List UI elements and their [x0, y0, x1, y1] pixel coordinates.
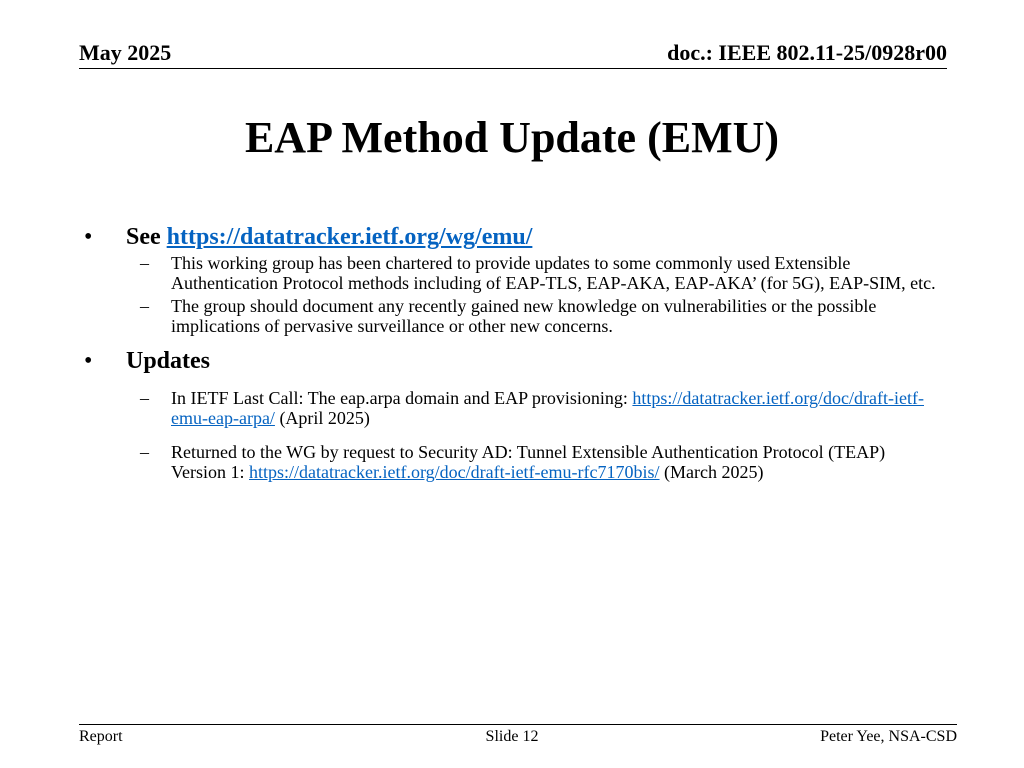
bullet-see	[84, 222, 944, 252]
bullet-updates	[84, 346, 944, 376]
sub-item-text: This working group has been chartered to provide updates to some commonly used Extensible Authentication Protocol methods including of EAP-TLS, EAP-AKA, EAP-AKA’ (for 5G), EAP-SIM, etc.	[171, 253, 936, 293]
header-doc-id: doc.: IEEE 802.11-25/0928r00	[667, 40, 947, 65]
dash-icon: –	[140, 388, 149, 408]
footer-author: Peter Yee, NSA-CSD	[820, 728, 957, 745]
bullet-icon: •	[84, 348, 93, 374]
slide-title: EAP Method Update (EMU)	[244, 113, 780, 162]
list-item	[84, 389, 944, 428]
bullet-icon: •	[84, 224, 93, 250]
list-item	[84, 254, 944, 293]
bullet-label-updates: Updates	[126, 348, 211, 374]
footer-slide-number: Slide 12	[485, 728, 539, 745]
sub-item-text: The group should document any recently gained new knowledge on vulnerabilities or the possible implications of pervasive surveillance or other new concerns.	[171, 296, 877, 336]
emu-wg-link[interactable]: https://datatracker.ietf.org/wg/emu/	[166, 224, 533, 250]
header-divider	[79, 68, 947, 69]
eap-arpa-draft-link[interactable]: https://datatracker.ietf.org/doc/draft-ietf-emu-eap-arpa/	[171, 388, 924, 428]
dash-icon: –	[140, 442, 149, 462]
dash-icon: –	[140, 253, 149, 273]
bullet-label-see: See	[126, 224, 161, 250]
header-date: May 2025	[79, 40, 172, 65]
sub-item-text: In IETF Last Call: The eap.arpa domain and EAP provisioning:	[171, 388, 628, 408]
sub-item-date: (March 2025)	[664, 461, 764, 482]
sub-item-date: (April 2025)	[279, 407, 370, 428]
updates-sub-list	[84, 389, 944, 482]
footer-divider	[79, 724, 957, 725]
slide-content	[84, 222, 944, 486]
list-item	[84, 443, 944, 482]
rfc7170bis-draft-link[interactable]: https://datatracker.ietf.org/doc/draft-ietf-emu-rfc7170bis/	[249, 461, 660, 482]
dash-icon: –	[140, 296, 149, 316]
see-sub-list	[84, 254, 944, 336]
sub-item-text: Returned to the WG by request to Security AD: Tunnel Extensible Authentication Protocol (TEAP) Version 1:	[171, 442, 886, 482]
footer-report: Report	[79, 728, 123, 745]
list-item	[84, 297, 944, 336]
